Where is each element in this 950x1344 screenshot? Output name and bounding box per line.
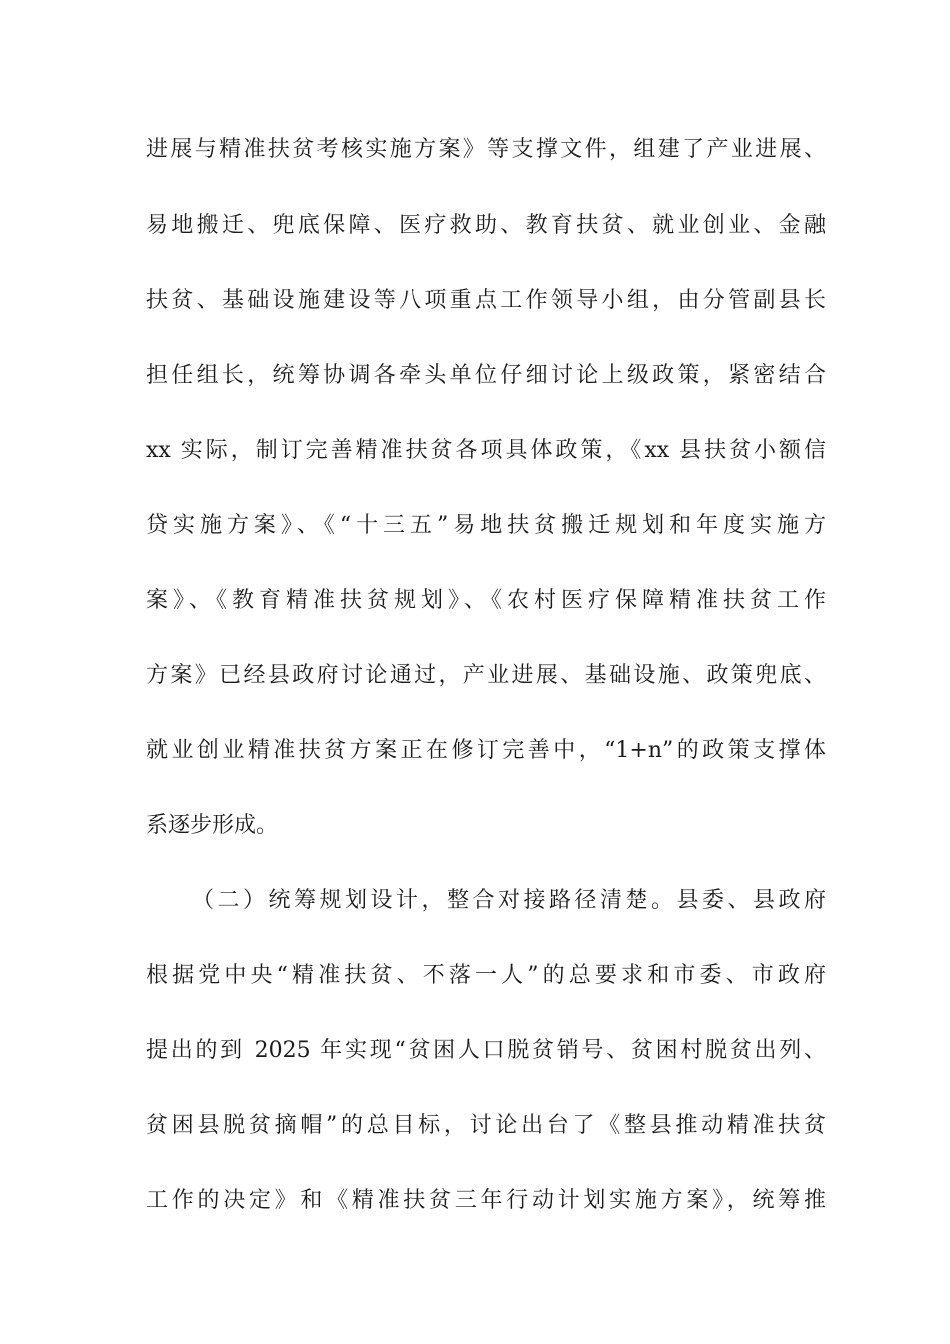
- paragraph-line: 系逐步形成。: [146, 813, 279, 838]
- paragraph-line: 方案》已经县政府讨论通过，产业进展、基础设施、政策兜底、: [146, 663, 826, 688]
- paragraph-line: 担任组长，统筹协调各牵头单位仔细讨论上级政策，紧密结合: [146, 363, 826, 388]
- section-heading-line: （二）统筹规划设计，整合对接路径清楚。县委、县政府: [192, 888, 826, 913]
- paragraph-line: 进展与精准扶贫考核实施方案》等支撑文件，组建了产业进展、: [146, 137, 826, 162]
- paragraph-line: 贫困县脱贫摘帽”的总目标，讨论出台了《整县推动精准扶贫: [146, 1113, 826, 1138]
- paragraph-line: 就业创业精准扶贫方案正在修订完善中，“1+n”的政策支撑体: [146, 738, 826, 763]
- paragraph-line: 根据党中央“精准扶贫、不落一人”的总要求和市委、市政府: [146, 963, 826, 988]
- paragraph-line: xx 实际，制订完善精准扶贫各项具体政策，《xx 县扶贫小额信: [146, 438, 826, 463]
- paragraph-line: 扶贫、基础设施建设等八项重点工作领导小组，由分管副县长: [146, 288, 826, 313]
- paragraph-line: 案》、《教育精准扶贫规划》、《农村医疗保障精准扶贫工作: [146, 588, 826, 613]
- paragraph-line: 提出的到 2025 年实现“贫困人口脱贫销号、贫困村脱贫出列、: [146, 1038, 826, 1063]
- paragraph-line: 工作的决定》和《精准扶贫三年行动计划实施方案》，统筹推: [146, 1188, 826, 1213]
- paragraph-line: 贷实施方案》、《“十三五”易地扶贫搬迁规划和年度实施方: [146, 513, 826, 538]
- paragraph-line: 易地搬迁、兜底保障、医疗救助、教育扶贫、就业创业、金融: [146, 213, 826, 238]
